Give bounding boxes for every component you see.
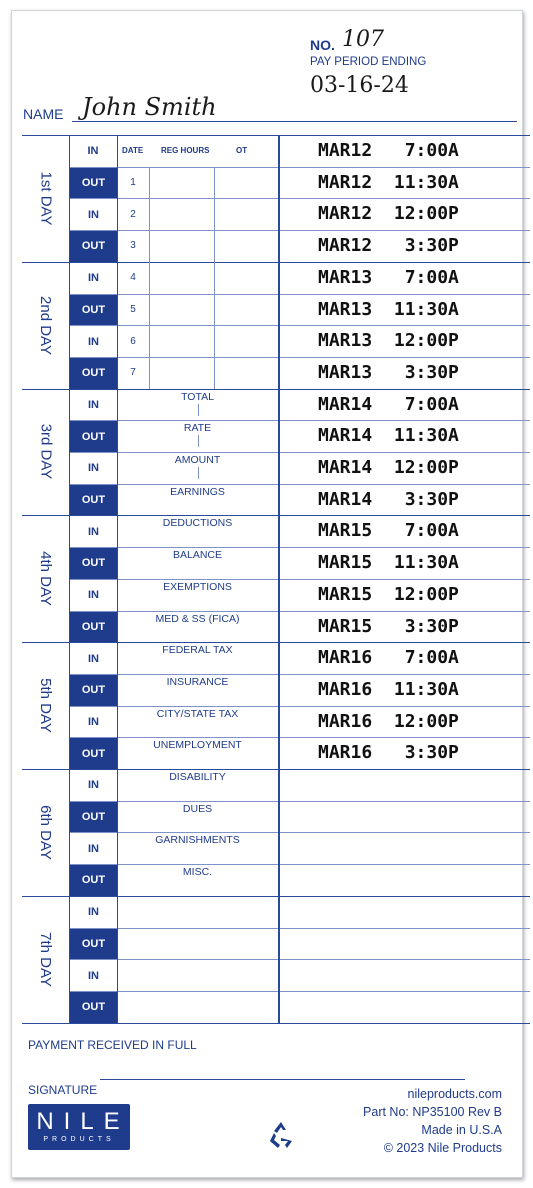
- pay-period-value: 03-16-24: [310, 73, 409, 98]
- deduction-label: EXEMPTIONS: [163, 580, 232, 593]
- signature-line: [100, 1079, 465, 1080]
- row-line: [69, 959, 530, 960]
- row-line: [69, 420, 530, 421]
- logo-wordmark: NILE: [36, 1108, 130, 1135]
- row-line: [69, 611, 530, 612]
- col-line: [149, 167, 150, 389]
- deduction-label: DEDUCTIONS: [162, 517, 233, 530]
- out-cell: OUT: [70, 295, 117, 326]
- name-value: John Smith: [82, 93, 217, 121]
- deduction-label: MED & SS (FICA): [155, 612, 240, 625]
- deduction-label: AMOUNT: [174, 454, 221, 466]
- made-in-text: Made in U.S.A: [421, 1123, 502, 1137]
- out-cell: OUT: [70, 421, 117, 452]
- deduction-label: DISABILITY: [169, 771, 226, 783]
- col-line: [278, 135, 280, 1023]
- payment-received-label: PAYMENT RECEIVED IN FULL: [28, 1038, 197, 1052]
- row-line: [69, 864, 530, 865]
- deduction-label: INSURANCE: [166, 675, 229, 688]
- date-number: 4: [130, 272, 136, 284]
- date-number: 5: [130, 303, 136, 315]
- punch-stamp: MAR12 11:30A: [318, 171, 459, 193]
- day-label-text: 5th DAY: [37, 678, 54, 733]
- row-line: [69, 991, 530, 992]
- out-cell: OUT: [70, 802, 117, 833]
- in-cell: IN: [88, 335, 99, 348]
- recycle-icon: [265, 1119, 297, 1151]
- divider-tick: [198, 467, 199, 479]
- out-cell: OUT: [70, 231, 117, 262]
- in-cell: IN: [88, 842, 99, 855]
- time-card: [11, 10, 523, 1178]
- row-line: [69, 452, 530, 453]
- nile-logo: [28, 1104, 130, 1150]
- deduction-label: MISC.: [182, 866, 213, 879]
- col-header-date: DATE: [122, 146, 144, 155]
- punch-stamp: MAR16 7:00A: [318, 647, 459, 669]
- deduction-label: DUES: [182, 802, 213, 815]
- date-number: 1: [130, 177, 136, 189]
- col-line: [214, 167, 215, 389]
- in-cell: IN: [88, 969, 99, 982]
- row-line: [69, 547, 530, 548]
- punch-stamp: MAR15 11:30A: [318, 552, 459, 574]
- col-header-reg-hours: REG HOURS: [161, 146, 210, 155]
- row-line: [69, 928, 530, 929]
- logo-subtitle: PRODUCTS: [43, 1136, 115, 1143]
- punch-stamp: MAR16 3:30P: [318, 742, 459, 764]
- row-line: [69, 484, 530, 485]
- deduction-label: FEDERAL TAX: [162, 644, 233, 657]
- out-cell: OUT: [70, 929, 117, 960]
- date-number: 2: [130, 208, 136, 220]
- time-grid: [22, 135, 530, 1022]
- punch-stamp: MAR14 7:00A: [318, 393, 459, 415]
- divider-tick: [198, 435, 199, 447]
- row-line: [69, 737, 530, 738]
- punch-stamp: MAR15 3:30P: [318, 615, 459, 637]
- in-cell: IN: [88, 272, 99, 285]
- deduction-label: BALANCE: [172, 549, 223, 562]
- date-number: 6: [130, 335, 136, 347]
- in-cell: IN: [88, 906, 99, 919]
- out-cell: OUT: [70, 612, 117, 643]
- row-line: [69, 674, 530, 675]
- punch-stamp: MAR13 3:30P: [318, 361, 459, 383]
- day-label: [22, 896, 69, 1023]
- in-cell: IN: [88, 715, 99, 728]
- punch-stamp: MAR13 11:30A: [318, 298, 459, 320]
- punch-stamp: MAR15 12:00P: [318, 583, 459, 605]
- row-line: [69, 801, 530, 802]
- day-label: [22, 515, 69, 642]
- deduction-label: EARNINGS: [170, 485, 225, 498]
- out-cell: OUT: [70, 675, 117, 706]
- punch-stamp: MAR14 3:30P: [318, 488, 459, 510]
- punch-stamp: MAR12 12:00P: [318, 203, 459, 225]
- in-cell: IN: [88, 398, 99, 411]
- col-header-ot: OT: [236, 146, 248, 155]
- in-cell: IN: [88, 525, 99, 538]
- day-label: [22, 262, 69, 389]
- day-label-text: 7th DAY: [37, 931, 54, 987]
- date-number: 7: [130, 367, 136, 379]
- out-cell: OUT: [70, 738, 117, 769]
- signature-label: SIGNATURE: [28, 1083, 98, 1097]
- in-cell: IN: [88, 462, 99, 475]
- out-cell: OUT: [70, 168, 117, 199]
- in-cell: IN: [88, 779, 99, 792]
- punch-stamp: MAR14 12:00P: [318, 457, 459, 478]
- deduction-label: CITY/STATE TAX: [156, 707, 239, 720]
- punch-stamp: MAR12 7:00A: [318, 140, 459, 161]
- out-cell: OUT: [70, 358, 117, 389]
- day-label: [22, 135, 69, 262]
- day-label: [22, 769, 69, 896]
- out-cell: OUT: [70, 865, 117, 896]
- punch-stamp: MAR14 11:30A: [318, 425, 459, 447]
- card-number-label: NO.: [310, 37, 335, 53]
- out-cell: OUT: [70, 992, 117, 1023]
- col-header-in: IN: [87, 144, 99, 157]
- punch-stamp: MAR16 11:30A: [318, 678, 459, 700]
- card-number-value: 107: [342, 27, 384, 52]
- punch-stamp: MAR12 3:30P: [318, 235, 459, 257]
- punch-stamp: MAR13 7:00A: [318, 266, 459, 288]
- divider-tick: [198, 404, 199, 416]
- website-text: nileproducts.com: [407, 1087, 502, 1101]
- day-label-text: 1st DAY: [37, 171, 54, 226]
- deduction-label: GARNISHMENTS: [155, 834, 240, 847]
- deduction-label: RATE: [183, 422, 212, 435]
- pay-period-label: PAY PERIOD ENDING: [310, 56, 427, 68]
- row-line: [69, 579, 530, 580]
- day-label: [22, 642, 69, 769]
- day-label-text: 3rd DAY: [37, 424, 55, 480]
- out-cell: OUT: [70, 548, 117, 579]
- copyright-text: © 2023 Nile Products: [383, 1141, 502, 1155]
- deduction-label: UNEMPLOYMENT: [153, 739, 242, 752]
- out-cell: OUT: [70, 485, 117, 516]
- deduction-label: TOTAL: [181, 390, 214, 403]
- in-cell: IN: [88, 589, 99, 602]
- part-number-text: Part No: NP35100 Rev B: [363, 1105, 502, 1119]
- row-line: [22, 1023, 530, 1024]
- name-underline: [72, 121, 517, 122]
- punch-stamp: MAR15 7:00A: [318, 520, 459, 542]
- day-label: [22, 389, 69, 516]
- in-cell: IN: [88, 652, 99, 665]
- day-label-text: 6th DAY: [37, 805, 54, 860]
- row-line: [69, 706, 530, 707]
- row-line: [69, 832, 530, 833]
- in-cell: IN: [88, 208, 99, 221]
- date-number: 3: [130, 240, 136, 252]
- day-label-text: 2nd DAY: [37, 295, 54, 355]
- punch-stamp: MAR16 12:00P: [318, 710, 459, 732]
- name-label: NAME: [23, 106, 64, 122]
- day-label-text: 4th DAY: [37, 551, 54, 607]
- punch-stamp: MAR13 12:00P: [318, 330, 459, 352]
